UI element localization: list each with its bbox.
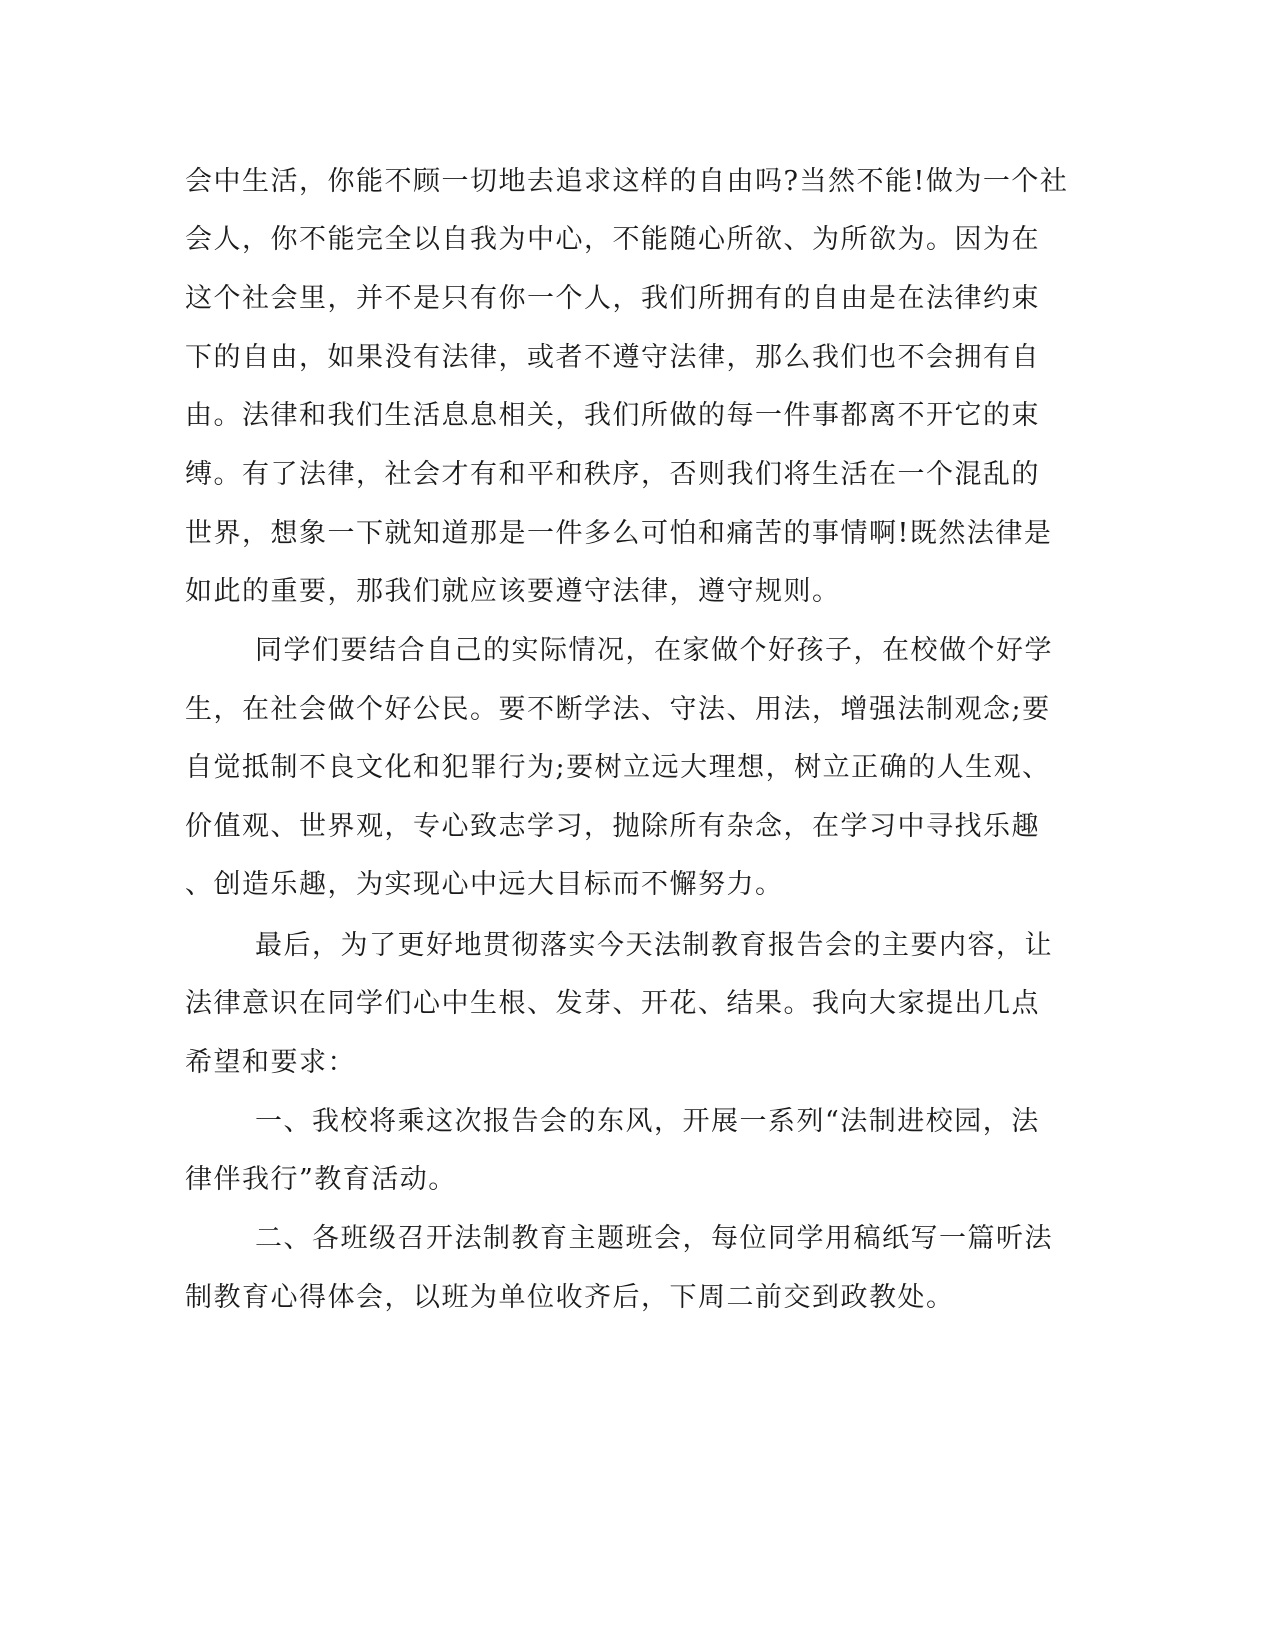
paragraph-first-line: 最后，为了更好地贯彻落实今天法制教育报告会的主要内容，让 — [255, 930, 1053, 961]
text-line: 法律意识在同学们心中生根、发芽、开花、结果。我向大家提出几点 — [185, 988, 1040, 1019]
text-line: 价值观、世界观，专心致志学习，抛除所有杂念，在学习中寻找乐趣 — [185, 811, 1040, 842]
text-line: 、创造乐趣，为实现心中远大目标而不懈努力。 — [185, 869, 784, 900]
text-line: 下的自由，如果没有法律，或者不遵守法律，那么我们也不会拥有自 — [185, 342, 1040, 373]
text-line: 由。法律和我们生活息息相关，我们所做的每一件事都离不开它的束 — [185, 400, 1040, 431]
text-line: 希望和要求： — [185, 1047, 356, 1078]
paragraph-first-line: 一、我校将乘这次报告会的东风，开展一系列“法制进校园，法 — [255, 1106, 1040, 1137]
text-line: 律伴我行”教育活动。 — [185, 1164, 457, 1195]
text-line: 缚。有了法律，社会才有和平和秩序，否则我们将生活在一个混乱的 — [185, 459, 1040, 490]
text-line: 生，在社会做个好公民。要不断学法、守法、用法，增强法制观念;要 — [185, 694, 1051, 725]
text-line: 自觉抵制不良文化和犯罪行为;要树立远大理想，树立正确的人生观、 — [185, 752, 1051, 783]
text-line: 会人，你不能完全以自我为中心，不能随心所欲、为所欲为。因为在 — [185, 224, 1040, 255]
paragraph-first-line: 同学们要结合自己的实际情况，在家做个好孩子，在校做个好学 — [255, 635, 1053, 666]
text-line: 会中生活，你能不顾一切地去追求这样的自由吗?当然不能!做为一个社 — [185, 166, 1069, 197]
text-line: 这个社会里，并不是只有你一个人，我们所拥有的自由是在法律约束 — [185, 283, 1040, 314]
text-line: 制教育心得体会，以班为单位收齐后，下周二前交到政教处。 — [185, 1282, 955, 1313]
text-line: 世界，想象一下就知道那是一件多么可怕和痛苦的事情啊!既然法律是 — [185, 518, 1053, 549]
text-line: 如此的重要，那我们就应该要遵守法律，遵守规则。 — [185, 576, 841, 607]
paragraph-first-line: 二、各班级召开法制教育主题班会，每位同学用稿纸写一篇听法 — [255, 1223, 1053, 1254]
